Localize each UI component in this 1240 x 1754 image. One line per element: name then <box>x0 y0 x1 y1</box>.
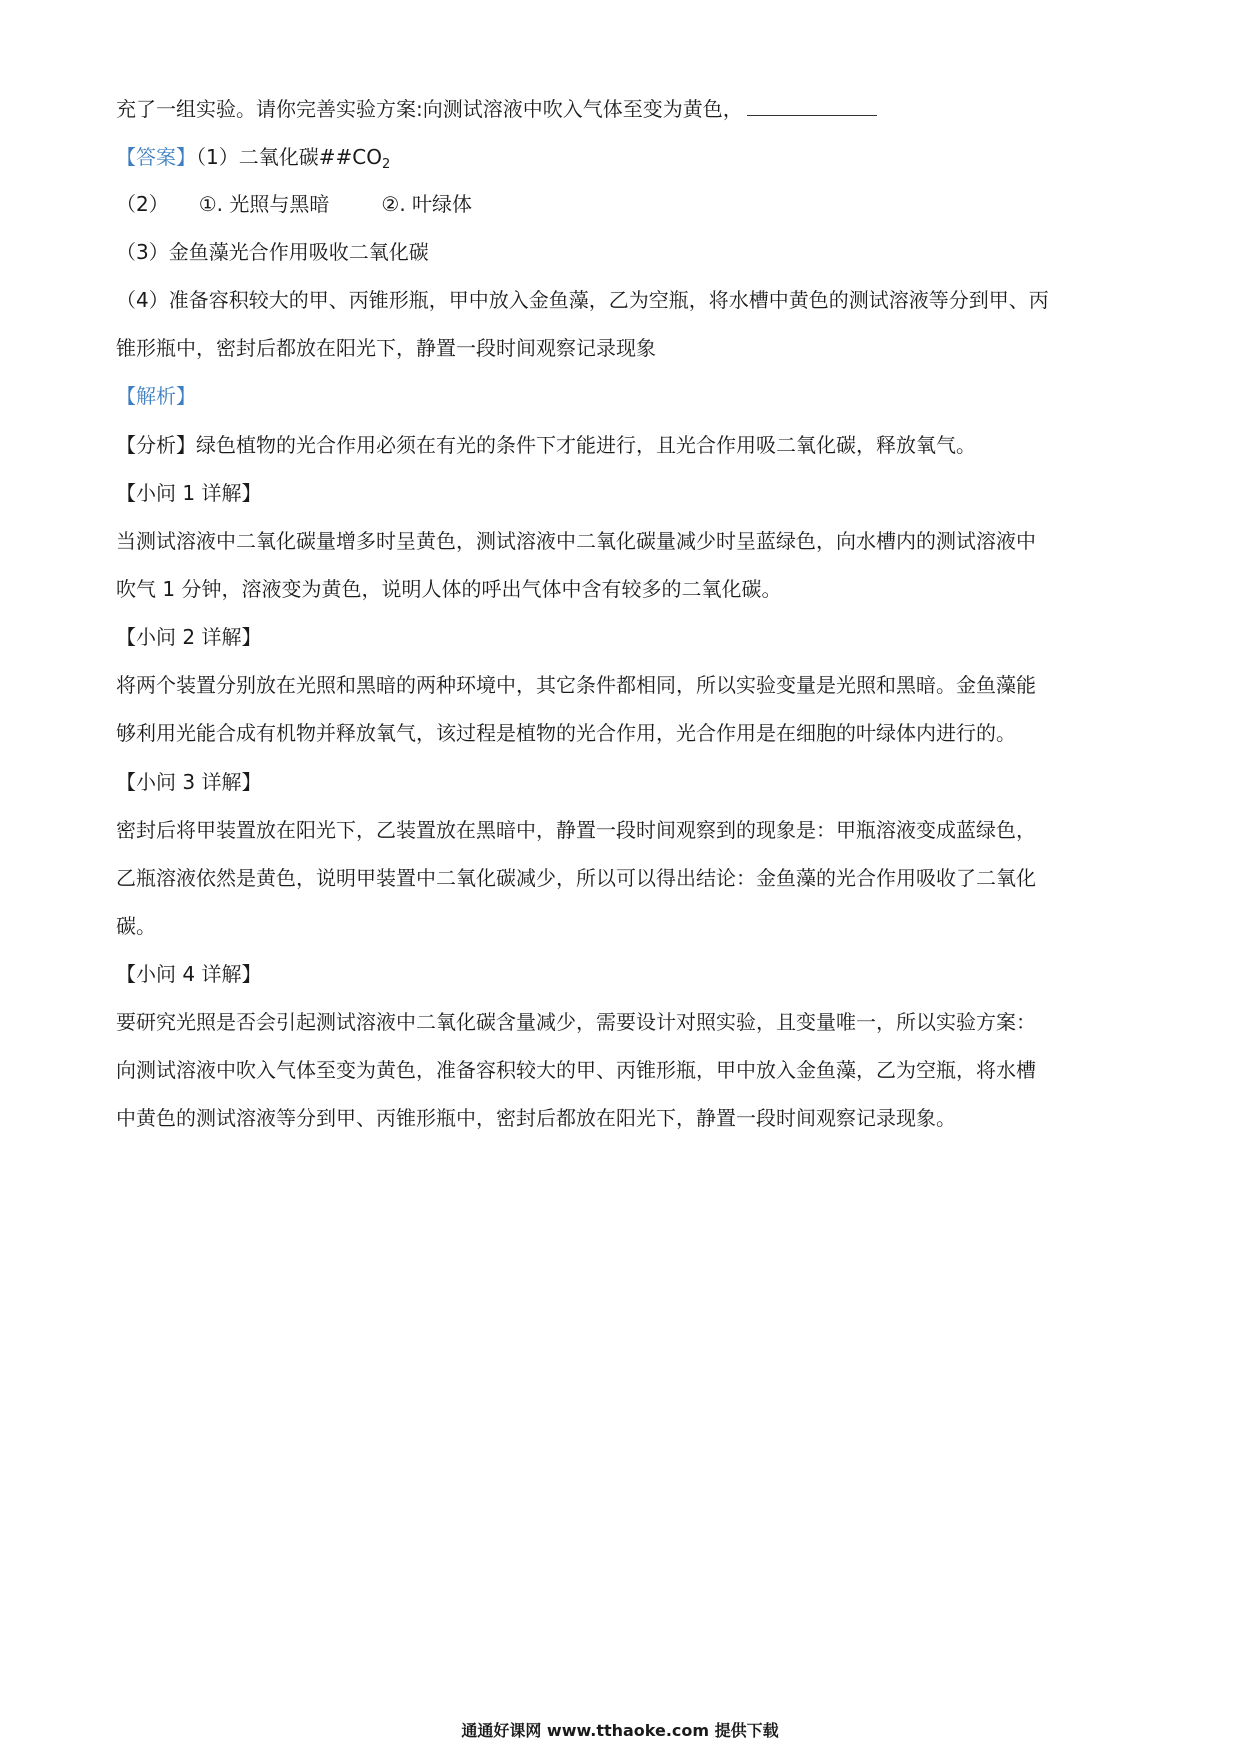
answer-2-part-2: ②. 叶绿体 <box>381 192 473 216</box>
q1-line-2: 吹气 1 分钟，溶液变为黄色，说明人体的呼出气体中含有较多的二氧化碳。 <box>116 577 782 601</box>
answer-1-subscript: 2 <box>381 157 391 172</box>
answer-line-4b: 锥形瓶中，密封后都放在阳光下，静置一段时间观察记录现象 <box>116 336 656 360</box>
answer-1-text: （1）二氧化碳##CO <box>196 145 382 169</box>
answer-line-1 <box>116 143 390 179</box>
answer-line-2 <box>116 190 472 218</box>
q2-line-2: 够利用光能合成有机物并释放氧气，该过程是植物的光合作用，光合作用是在细胞的叶绿体内进行的。 <box>116 721 1016 745</box>
analysis-text: 【分析】绿色植物的光合作用必须在有光的条件下才能进行，且光合作用吸二氧化碳，释放氧气。 <box>116 433 976 457</box>
q4-title: 【小问 4 详解】 <box>116 962 262 986</box>
q1-title: 【小问 1 详解】 <box>116 481 262 505</box>
page-footer: 通通好课网 www.tthaoke.com 提供下载 <box>461 1721 779 1740</box>
answer-blank <box>747 114 877 116</box>
analysis-label: 【解析】 <box>116 384 196 408</box>
q4-line-1: 要研究光照是否会引起测试溶液中二氧化碳含量减少，需要设计对照实验，且变量唯一，所以实验方案： <box>116 1010 1036 1034</box>
q2-line-1: 将两个装置分别放在光照和黑暗的两种环境中，其它条件都相同，所以实验变量是光照和黑暗。金鱼藻能 <box>116 673 1036 697</box>
answer-2-prefix: （2） <box>116 192 169 216</box>
q3-title: 【小问 3 详解】 <box>116 770 262 794</box>
answer-line-4a: （4）准备容积较大的甲、丙锥形瓶，甲中放入金鱼藻，乙为空瓶，将水槽中黄色的测试溶液等分到甲、丙 <box>116 288 1049 312</box>
q2-title: 【小问 2 详解】 <box>116 625 262 649</box>
q3-line-3: 碳。 <box>116 914 156 938</box>
q3-line-2: 乙瓶溶液依然是黄色，说明甲装置中二氧化碳减少，所以可以得出结论：金鱼藻的光合作用吸收了二氧化 <box>116 866 1036 890</box>
answer-label: 【答案】 <box>116 145 196 169</box>
q1-line-1: 当测试溶液中二氧化碳量增多时呈黄色，测试溶液中二氧化碳量减少时呈蓝绿色，向水槽内的测试溶液中 <box>116 529 1036 553</box>
answer-line-3: （3）金鱼藻光合作用吸收二氧化碳 <box>116 240 429 264</box>
question-tail-line <box>116 95 877 123</box>
answer-2-part-1: ①. 光照与黑暗 <box>198 192 330 216</box>
q4-line-2: 向测试溶液中吹入气体至变为黄色，准备容积较大的甲、丙锥形瓶，甲中放入金鱼藻，乙为空瓶，将水槽 <box>116 1058 1036 1082</box>
q3-line-1: 密封后将甲装置放在阳光下，乙装置放在黑暗中，静置一段时间观察到的现象是：甲瓶溶液变成蓝绿色， <box>116 818 1036 842</box>
question-tail-text: 充了一组实验。请你完善实验方案:向测试溶液中吹入气体至变为黄色， <box>116 97 743 121</box>
q4-line-3: 中黄色的测试溶液等分到甲、丙锥形瓶中，密封后都放在阳光下，静置一段时间观察记录现象。 <box>116 1106 956 1130</box>
